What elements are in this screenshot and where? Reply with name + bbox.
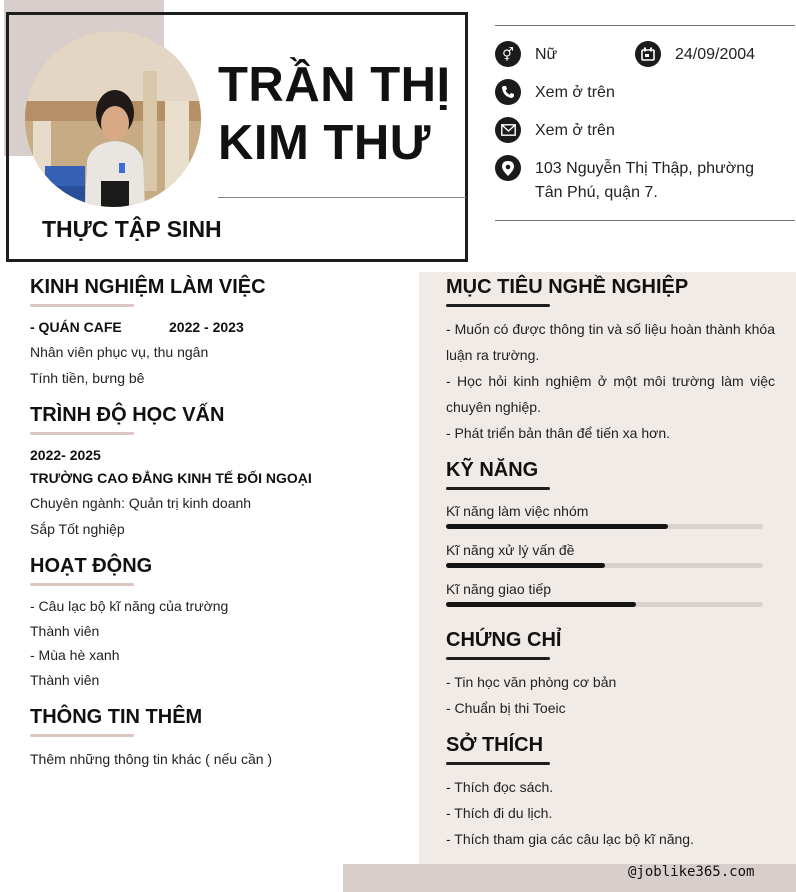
experience-heading: KINH NGHIỆM LÀM VIỆC [30, 276, 266, 298]
experience-company: - QUÁN CAFE [30, 319, 122, 335]
gender-icon: ⚥ [495, 41, 521, 67]
phone-icon [495, 79, 521, 105]
experience-line: Tính tiền, bưng bê [30, 370, 145, 386]
skill-bar-fill [446, 524, 668, 529]
candidate-name [218, 56, 451, 172]
skills-heading-underline [446, 487, 550, 490]
birthdate-value: 24/09/2004 [675, 46, 756, 63]
certificates-heading: CHỨNG CHỈ [446, 629, 562, 651]
activity-item: Thành viên [30, 672, 100, 688]
phone-value: Xem ở trên [535, 84, 615, 101]
certificate-item: - Tin học văn phòng cơ bản [446, 674, 617, 690]
candidate-name-line1: TRẦN THỊ [218, 58, 451, 112]
email-icon [495, 117, 521, 143]
hobby-item: - Thích đọc sách. [446, 779, 554, 795]
contact-divider-top [495, 25, 795, 26]
skill-bar-track [446, 563, 763, 568]
skill-label: Kĩ năng làm việc nhóm [446, 503, 589, 519]
location-icon [495, 155, 521, 181]
skill-bar-fill [446, 602, 636, 607]
gender-value: Nữ [535, 46, 558, 63]
hobbies-heading: SỞ THÍCH [446, 734, 544, 756]
education-heading: TRÌNH ĐỘ HỌC VẤN [30, 404, 225, 426]
activity-item: - Câu lạc bộ kĩ năng của trường [30, 598, 229, 614]
skill-label: Kĩ năng giao tiếp [446, 581, 552, 597]
activities-heading-underline [30, 583, 134, 586]
skills-heading: KỸ NĂNG [446, 459, 539, 481]
activities-heading: HOẠT ĐỘNG [30, 555, 153, 577]
name-divider [218, 197, 466, 198]
candidate-name-line2: KIM THƯ [218, 116, 431, 170]
skill-bar-track [446, 602, 763, 607]
hobby-item: - Thích đi du lịch. [446, 805, 553, 821]
objective-heading: MỤC TIÊU NGHỀ NGHIỆP [446, 276, 689, 298]
education-major: Chuyên ngành: Quản trị kinh doanh [30, 495, 252, 511]
hobbies-heading-underline [446, 762, 550, 765]
activity-item: Thành viên [30, 623, 100, 639]
address-line1: 103 Nguyễn Thị Thập, phường [535, 160, 754, 177]
objective-item: - Học hỏi kinh nghiệm ở một môi trường làm việc chuyên nghiệp. [446, 373, 775, 415]
experience-line: Nhân viên phục vụ, thu ngân [30, 344, 209, 360]
education-status: Sắp Tốt nghiệp [30, 521, 125, 537]
email-value: Xem ở trên [535, 122, 615, 139]
hobby-item: - Thích tham gia các câu lạc bộ kĩ năng. [446, 831, 694, 847]
contact-divider-bottom [495, 220, 795, 221]
skill-bar-track [446, 524, 763, 529]
skill-bar-fill [446, 563, 605, 568]
objective-item: - Muốn có được thông tin và số liệu hoàn thành khóa luận ra trường. [446, 321, 775, 363]
objective-heading-underline [446, 304, 550, 307]
objective-item: - Phát triển bản thân để tiến xa hơn. [446, 425, 670, 441]
profile-photo [25, 31, 201, 207]
education-school: TRƯỜNG CAO ĐẲNG KINH TẾ ĐỐI NGOẠI [30, 470, 312, 486]
job-title: THỰC TẬP SINH [42, 216, 222, 242]
experience-period: 2022 - 2023 [169, 319, 244, 335]
certificate-item: - Chuẩn bị thi Toeic [446, 700, 566, 716]
address-line2: Tân Phú, quận 7. [535, 184, 658, 201]
extra-info-heading-underline [30, 734, 134, 737]
watermark: @joblike365.com [628, 864, 755, 880]
activity-item: - Mùa hè xanh [30, 647, 120, 663]
extra-info-heading: THÔNG TIN THÊM [30, 706, 203, 728]
calendar-icon [635, 41, 661, 67]
education-heading-underline [30, 432, 134, 435]
extra-info-text: Thêm những thông tin khác ( nếu cần ) [30, 751, 273, 767]
skill-label: Kĩ năng xử lý vấn đề [446, 542, 575, 558]
experience-heading-underline [30, 304, 134, 307]
certificates-heading-underline [446, 657, 550, 660]
education-period: 2022- 2025 [30, 447, 101, 463]
